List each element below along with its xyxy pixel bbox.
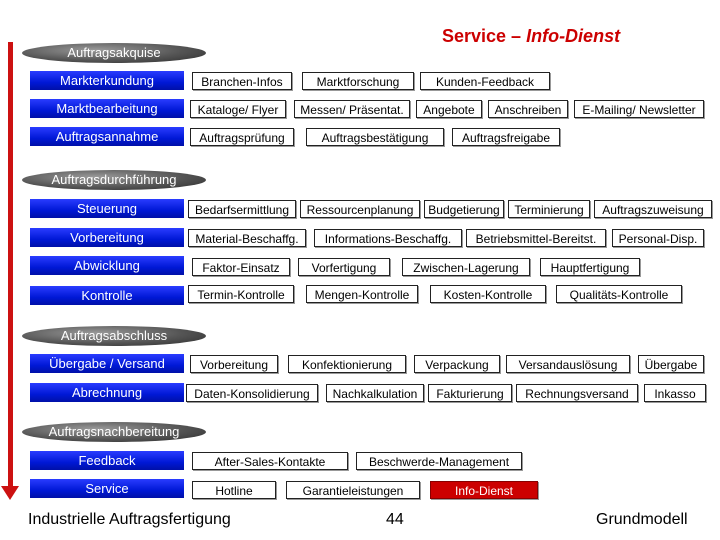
cell-budgetierung[interactable]: Budgetierung: [424, 200, 504, 218]
cell-material-beschaffg[interactable]: Material-Beschaffg.: [188, 229, 306, 247]
row-label-markterkundung[interactable]: Markterkundung: [30, 71, 184, 90]
cell-termin-kontrolle[interactable]: Termin-Kontrolle: [188, 285, 294, 303]
cell-beschwerde-management[interactable]: Beschwerde-Management: [356, 452, 522, 470]
section-header-auftragsnachbereitung: Auftragsnachbereitung: [22, 422, 206, 442]
cell-kunden-feedback[interactable]: Kunden-Feedback: [420, 72, 550, 90]
cell-qualitaets-kontrolle[interactable]: Qualitäts-Kontrolle: [556, 285, 682, 303]
footer-left: Industrielle Auftragsfertigung: [28, 511, 231, 528]
row-label-abrechnung[interactable]: Abrechnung: [30, 383, 184, 402]
cell-uebergabe[interactable]: Übergabe: [638, 355, 704, 373]
row-label-steuerung[interactable]: Steuerung: [30, 199, 184, 218]
section-header-auftragsdurchfuehrung: Auftragsdurchführung: [22, 170, 206, 190]
cell-garantieleistungen[interactable]: Garantieleistungen: [286, 481, 420, 499]
cell-angebote[interactable]: Angebote: [416, 100, 482, 118]
cell-konfektionierung[interactable]: Konfektionierung: [288, 355, 406, 373]
cell-bedarfsermittlung[interactable]: Bedarfsermittlung: [188, 200, 296, 218]
cell-mengen-kontrolle[interactable]: Mengen-Kontrolle: [306, 285, 418, 303]
cell-versandausloesung[interactable]: Versandauslösung: [506, 355, 630, 373]
cell-kataloge-flyer[interactable]: Kataloge/ Flyer: [190, 100, 286, 118]
cell-messen-praesentat[interactable]: Messen/ Präsentat.: [294, 100, 410, 118]
row-label-kontrolle[interactable]: Kontrolle: [30, 286, 184, 305]
row-label-service[interactable]: Service: [30, 479, 184, 498]
cell-betriebsmittel-bereitst[interactable]: Betriebsmittel-Bereitst.: [466, 229, 606, 247]
cell-anschreiben[interactable]: Anschreiben: [488, 100, 568, 118]
cell-personal-disp[interactable]: Personal-Disp.: [612, 229, 704, 247]
cell-e-mailing-newsletter[interactable]: E-Mailing/ Newsletter: [574, 100, 704, 118]
title-main: Service –: [442, 26, 527, 46]
page-title: [442, 26, 620, 47]
footer-right: Grundmodell: [596, 511, 688, 528]
cell-faktor-einsatz[interactable]: Faktor-Einsatz: [192, 258, 290, 276]
row-label-feedback[interactable]: Feedback: [30, 451, 184, 470]
process-arrow-shaft: [8, 42, 13, 490]
process-arrow-head-icon: [1, 486, 19, 500]
section-header-auftragsabschluss: Auftragsabschluss: [22, 326, 206, 346]
row-label-vorbereitung[interactable]: Vorbereitung: [30, 228, 184, 247]
cell-nachkalkulation[interactable]: Nachkalkulation: [326, 384, 424, 402]
cell-verpackung[interactable]: Verpackung: [414, 355, 500, 373]
row-label-uebergabe-versand[interactable]: Übergabe / Versand: [30, 354, 184, 373]
cell-info-dienst-highlighted[interactable]: Info-Dienst: [430, 481, 538, 499]
cell-zwischen-lagerung[interactable]: Zwischen-Lagerung: [402, 258, 530, 276]
cell-auftragsfreigabe[interactable]: Auftragsfreigabe: [452, 128, 560, 146]
cell-terminierung[interactable]: Terminierung: [508, 200, 590, 218]
cell-auftragszuweisung[interactable]: Auftragszuweisung: [594, 200, 712, 218]
cell-after-sales-kontakte[interactable]: After-Sales-Kontakte: [192, 452, 348, 470]
cell-daten-konsolidierung[interactable]: Daten-Konsolidierung: [186, 384, 318, 402]
footer-page-number: 44: [386, 511, 404, 528]
section-header-auftragsakquise: Auftragsakquise: [22, 43, 206, 63]
cell-hotline[interactable]: Hotline: [192, 481, 276, 499]
cell-hauptfertigung[interactable]: Hauptfertigung: [540, 258, 640, 276]
cell-fakturierung[interactable]: Fakturierung: [428, 384, 512, 402]
cell-branchen-infos[interactable]: Branchen-Infos: [192, 72, 292, 90]
cell-marktforschung[interactable]: Marktforschung: [302, 72, 414, 90]
row-label-auftragsannahme[interactable]: Auftragsannahme: [30, 127, 184, 146]
cell-rechnungsversand[interactable]: Rechnungsversand: [516, 384, 638, 402]
cell-informations-beschaffg[interactable]: Informations-Beschaffg.: [314, 229, 462, 247]
cell-ressourcenplanung[interactable]: Ressourcenplanung: [300, 200, 420, 218]
cell-auftragsbestaetigung[interactable]: Auftragsbestätigung: [306, 128, 444, 146]
cell-auftragspruefung[interactable]: Auftragsprüfung: [190, 128, 294, 146]
row-label-marktbearbeitung[interactable]: Marktbearbeitung: [30, 99, 184, 118]
cell-vorbereitung[interactable]: Vorbereitung: [190, 355, 278, 373]
row-label-abwicklung[interactable]: Abwicklung: [30, 256, 184, 275]
cell-vorfertigung[interactable]: Vorfertigung: [298, 258, 390, 276]
title-italic: Info-Dienst: [526, 26, 621, 46]
cell-kosten-kontrolle[interactable]: Kosten-Kontrolle: [430, 285, 546, 303]
cell-inkasso[interactable]: Inkasso: [644, 384, 706, 402]
